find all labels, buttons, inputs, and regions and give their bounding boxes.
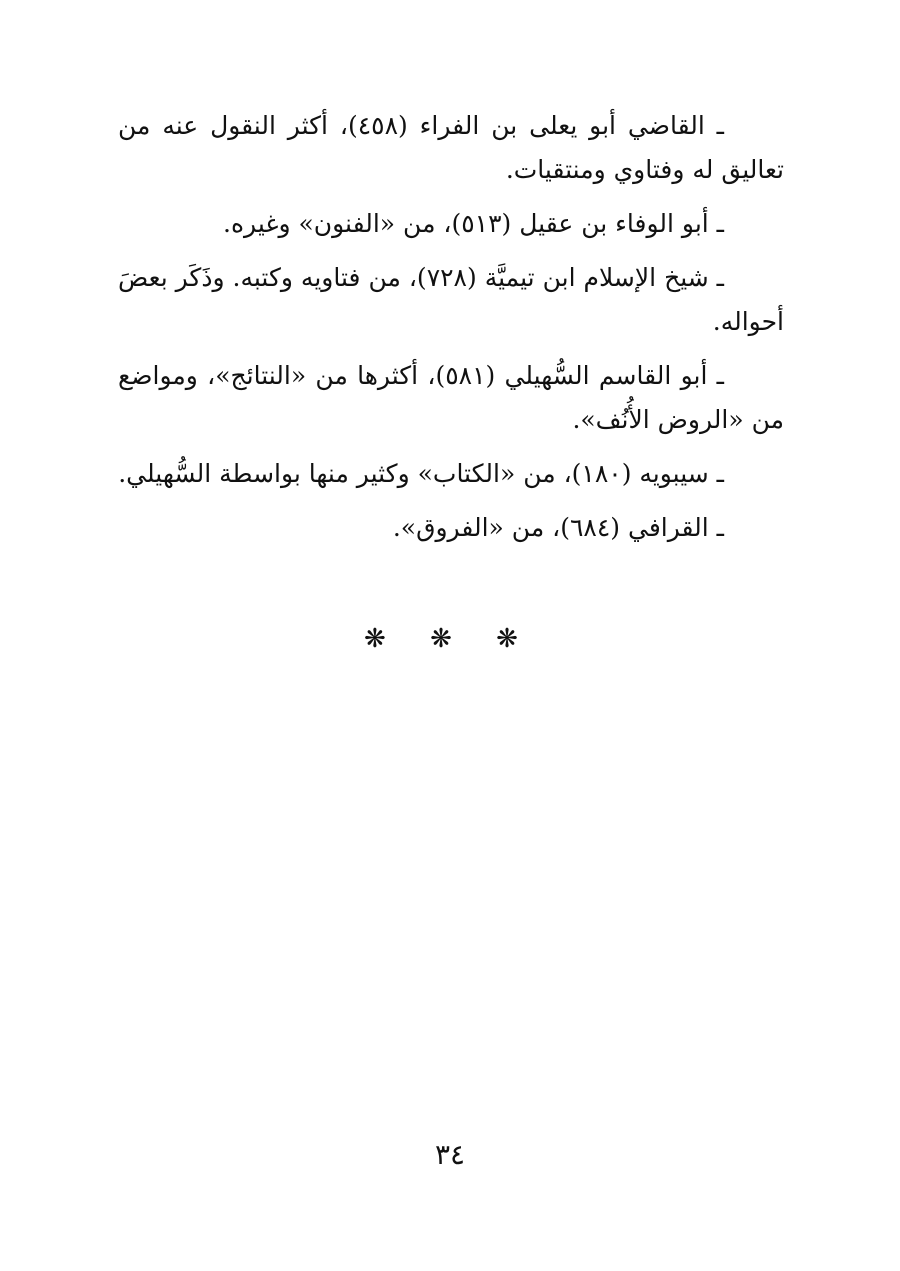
source-entry-abu-yala: ـ القاضي أبو يعلى بن الفراء (٤٥٨)، أكثر النقول عنه من تعاليق له وفتاوي ومنتقيات. — [118, 111, 784, 184]
source-entry-sibawayh: ـ سيبويه (١٨٠)، من «الكتاب» وكثير منها بواسطة السُّهيلي. — [118, 459, 724, 488]
body-text — [118, 104, 784, 560]
section-separator-asterisks: ❋ ❋ ❋ — [364, 624, 536, 654]
source-entry-qarafi: ـ القرافي (٦٨٤)، من «الفروق». — [392, 513, 724, 542]
source-entry-ibn-aqil: ـ أبو الوفاء بن عقيل (٥١٣)، من «الفنون» وغيره. — [223, 209, 724, 238]
page-number: ٣٤ — [434, 1138, 466, 1171]
source-entry-suhayli: ـ أبو القاسم السُّهيلي (٥٨١)، أكثرها من «النتائج»، ومواضع من «الروض الأُنُف». — [118, 361, 784, 434]
source-entry-ibn-taymiyya: ـ شيخ الإسلام ابن تيميَّة (٧٢٨)، من فتاويه وكتبه. وذَكَر بعضَ أحواله. — [118, 263, 784, 336]
